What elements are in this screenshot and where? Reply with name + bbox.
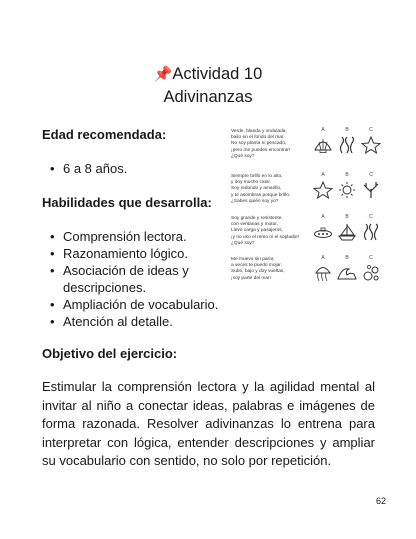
title-line-2: Adivinanzas [163, 88, 253, 106]
seaweed-icon [361, 223, 381, 241]
list-item: • Asociación de ideas y [50, 262, 218, 279]
riddle-4: Me muevo sin parar, a veces te puedo mojar. Subo, bajo y doy vueltas, ¡soy parte del mar! A B C [228, 255, 388, 307]
list-item: • Atención al detalle. [50, 313, 218, 330]
title-line-1: Actividad 10 [172, 65, 263, 83]
submarine-icon [313, 223, 333, 241]
age-heading: Edad recomendada: [42, 127, 167, 142]
list-item: • Ampliación de vocabulario. [50, 296, 218, 313]
page-number: 62 [375, 496, 386, 506]
riddle-2: Siempre brillo en lo alto, y doy mucho calor. Soy redondo y amarillo, y te asombras porque brillo. ¿Sabes quién soy yo? A B C [228, 172, 388, 224]
sun-icon [337, 181, 357, 199]
list-item: • 6 a 8 años. [50, 160, 127, 177]
age-list [50, 160, 127, 177]
coral-icon [361, 181, 381, 199]
riddle-1: Verde, blanda y ondulada, bailo en el fondo del mar. No soy planta ni pescado, ¡pero me puedes encontrar! ¿Qué soy? A B C [228, 127, 388, 179]
list-item: • Razonamiento lógico. [50, 245, 218, 262]
starfish-icon [313, 181, 333, 199]
shell-icon [313, 136, 333, 154]
list-item-continuation: descripciones. [63, 280, 147, 295]
starfish-icon [361, 136, 381, 154]
activity-title [0, 63, 416, 108]
skills-list [50, 228, 218, 330]
objective-text: Estimular la comprensión lectora y la agilidad mental al invitar al niño a conectar ideas, palabras e imágenes de forma razonada. Resolver adivinanzas lo entrena para interpretar con lógica, entender descripciones y ampliar su vocabulario con sentido, no solo por repetición. [42, 379, 375, 468]
wave-icon [337, 264, 357, 282]
objective-heading: Objetivo del ejercicio: [42, 346, 178, 361]
riddle-3: Soy grande y resistente, con ventanas y motor. Llevo carga y pasajeros, ¡y no uso el remo ni el soplador! ¿Qué soy? A B C [228, 214, 388, 266]
sailboat-icon [337, 223, 357, 241]
seaweed-icon [337, 136, 357, 154]
jellyfish-icon [313, 264, 333, 282]
bubbles-icon [361, 264, 381, 282]
pushpin-icon: 📌 [153, 66, 173, 83]
list-item: • Comprensión lectora. [50, 228, 218, 245]
skills-heading: Habilidades que desarrolla: [42, 195, 212, 210]
